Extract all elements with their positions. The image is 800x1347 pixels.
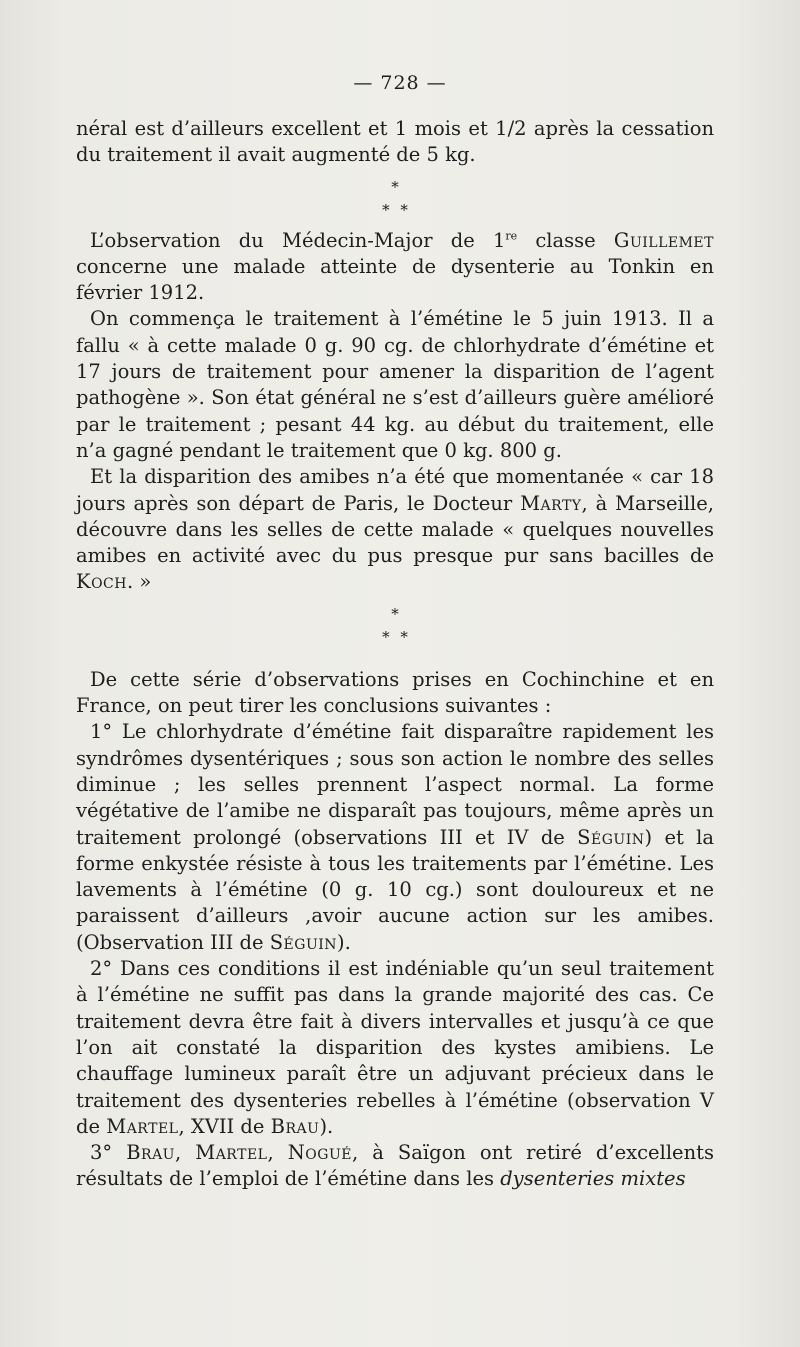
- asterism-bottom: * *: [382, 200, 408, 219]
- author-name: Séguin: [269, 930, 338, 954]
- author-name: Koch: [76, 570, 127, 594]
- author-name: Brau: [126, 1141, 175, 1165]
- author-name: Martel: [106, 1114, 179, 1138]
- asterism-separator: [76, 177, 714, 222]
- paragraph-conclusion-3: 3° Brau, Martel, Nogué, à Saïgon ont retiré d’excellents résultats de l’emploi de l’émétine dans les dysenteries mixtes: [76, 1141, 715, 1191]
- author-name: Guillemet: [613, 228, 714, 252]
- paragraph-amibes: Et la disparition des amibes n’a été que momentanée « car 18 jours après son départ de Paris, le Docteur Marty, à Marseille, découvre dans les selles de cette malade « quelques nouvelles amibes en activité avec du pus presque pur sans bacilles de Koch. »: [76, 465, 714, 594]
- author-name: Martel: [195, 1141, 268, 1165]
- body-text: [76, 116, 714, 1193]
- asterism-bottom: * *: [382, 627, 408, 646]
- author-name: Nogué: [287, 1141, 352, 1165]
- paragraph-conclusion-1: 1° Le chlorhydrate d’émétine fait disparaître rapidement les syndrômes dysentériques ; sous son action le nombre des selles diminue ; les selles prennent l’aspect normal. La forme végétative de l’amibe ne disparaît pas toujours, même après un traitement prolongé (observations III et IV de Séguin) et la forme enkystée résiste à tous les traitements par l’émétine. Les lavements à l’émétine (0 g. 10 cg.) sont douloureux et ne paraissent d’ailleurs ,avoir aucune action sur les amibes. (Observation III de Séguin).: [76, 720, 714, 954]
- author-name: Séguin: [577, 825, 645, 849]
- page-number: — 728 —: [353, 72, 447, 94]
- paragraph-continuation: néral est d’ailleurs excellent et 1 mois et 1/2 après la cessation du traitement il avait augmenté de 5 kg.: [76, 117, 714, 167]
- italic-term: dysenteries mixtes: [500, 1167, 686, 1191]
- paragraph-guillemet: L’observation du Médecin-Major de 1re classe Guillemet concerne une malade atteinte de dysenterie au Tonkin en février 1912.: [76, 228, 714, 305]
- asterism-top: *: [391, 604, 399, 623]
- superscript-re: re: [505, 229, 518, 243]
- paragraph-conclusion-2: 2° Dans ces conditions il est indéniable qu’un seul traitement à l’émétine ne suffit pas dans la grande majorité des cas. Ce traitement devra être fait à divers intervalles et jusqu’à ce que l’on ait constaté la disparition des kystes amibiens. Le chauffage lumineux paraît être un adjuvant précieux dans le traitement des dysenteries rebelles à l’émétine (observation V de Martel, XVII de Brau).: [76, 957, 714, 1138]
- paragraph-treatment: On commença le traitement à l’émétine le 5 juin 1913. Il a fallu « à cette malade 0 g. 90 cg. de chlorhydrate d’émétine et 17 jours de traitement pour amener la disparition de l’agent pathogène ». Son état général ne s’est d’ailleurs guère amélioré par le traitement ; pesant 44 kg. au début du traitement, elle n’a gagné pendant le traitement que 0 kg. 800 g.: [76, 307, 714, 462]
- asterism-top: *: [391, 177, 399, 196]
- author-name: Marty: [520, 491, 582, 515]
- asterism-separator: [76, 604, 714, 649]
- author-name: Brau: [270, 1114, 320, 1138]
- paragraph-conclusions-intro: De cette série d’observations prises en Cochinchine et en France, on peut tirer les conclusions suivantes :: [76, 667, 714, 718]
